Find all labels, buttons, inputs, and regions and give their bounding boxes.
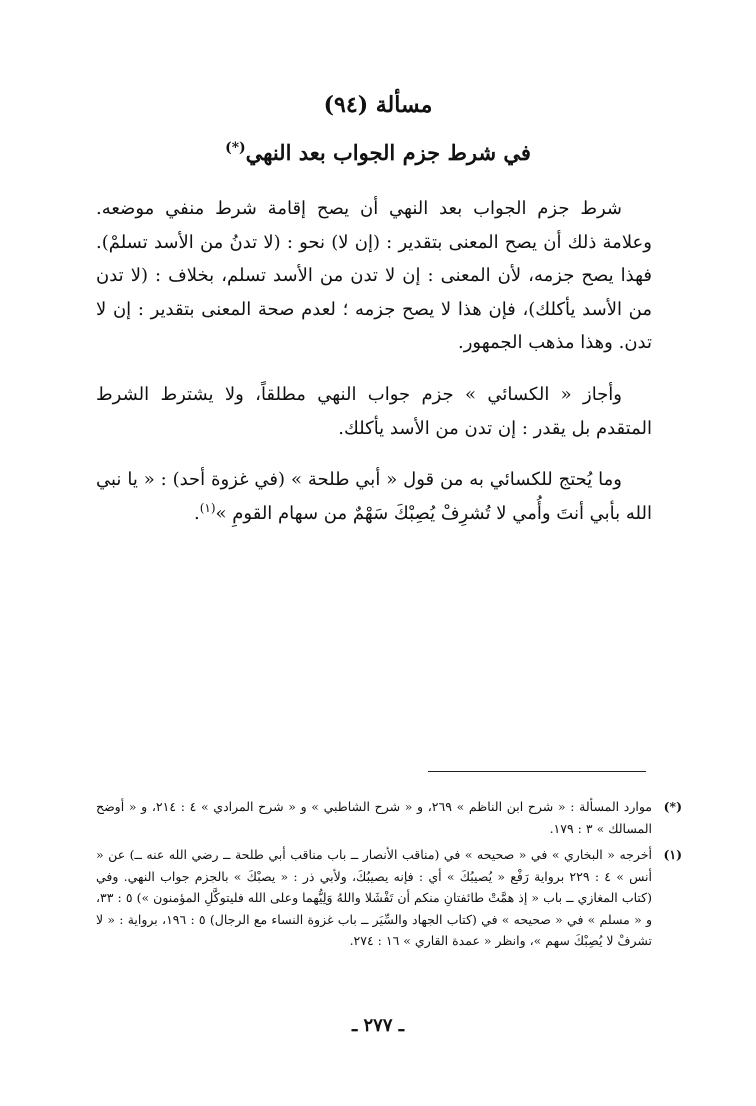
paragraph-2: وأجاز « الكسائي » جزم جواب النهي مطلقاً، ولا يشترط الشرط المتقدم بل يقدر : إن تدن من الأسد يأكلك. — [96, 384, 652, 439]
paragraph-3-text: وما يُحتج للكسائي به من قول « أبي طلحة » (في غزوة أحد) : « يا نبي الله بأبي أنتَ وأُمي لا تُشرِفْ يُصِبْكَ سَهْمٌ من سهام القومِ » — [96, 469, 652, 524]
section-subtitle — [0, 140, 756, 165]
paragraph-1: شرط جزم الجواب بعد النهي أن يصح إقامة شرط منفي موضعه. وعلامة ذلك أن يصح المعنى بتقدير : (إن لا) نحو : (لا تدنُ من الأسد تسلمْ). فهذا يصح جزمه، لأن المعنى : إن لا تدن من الأسد تسلم، بخلاف : (لا تدن من الأسد يأكلك)، فإن هذا لا يصح جزمه ؛ لعدم صحة المعنى بتقدير : إن لا تدن. وهذا مذهب الجمهور. — [96, 198, 652, 353]
page-title: مسألة (٩٤) — [323, 92, 433, 118]
footnote-1 — [96, 796, 682, 839]
paragraph-3: وما يُحتج للكسائي به من قول « أبي طلحة » (في غزوة أحد) : « يا نبي الله بأبي أنتَ وأُمي لا تُشرِفْ يُصِبْكَ سَهْمٌ من سهام القومِ »$^{(١)}$. — [96, 469, 652, 524]
subtitle-footnote-mark: (*) — [225, 140, 246, 156]
footnote-1-text: موارد المسألة : « شرح ابن الناظم » ٢٦٩، و « شرح الشاطبي » و « شرح المرادي » ٤ : ٢١٤، و « أوضح المسالك » ٣ : ١٧٩. — [96, 799, 652, 836]
footnote-2-mark: (١) — [663, 847, 682, 862]
subtitle-text: في شرط جزم الجواب بعد النهي — [245, 140, 531, 165]
page-number: ـ ٢٧٧ ـ — [351, 1015, 405, 1036]
footnote-2 — [96, 844, 682, 952]
footnote-separator — [428, 771, 646, 772]
footnote-1-mark: (*) — [663, 799, 682, 814]
paragraph-3-footnote-mark: (١) — [199, 500, 216, 515]
footnote-2-text: أخرجه « البخاري » في « صحيحه » في (مناقب الأنصار ــ باب مناقب أبي طلحة ــ رضي الله عنه ــ) عن « أنس » ٤ : ٢٢٩ برواية رَفْع « يُصيبُكَ » أي : فإنه يصيبُكَ، ولأبي ذر : « يصبْكَ » بالجزم جواب النهي. وفي (كتاب المغازي ــ باب « إذ همَّتْ طائفتانِ منكم أن تَفْشَلا واللهُ وَلِيُّهما وعلى الله فليتوكَّلِ المؤمنون ») ٥ : ٣٣، و « مسلم » في « صحيحه » في (كتاب الجهاد والسِّيَر ــ باب غزوة النساء مع الرجال) ٥ : ١٩٦، برواية : « لا تشرفْ لا يُصِبْكَ سهم »، وانظر « عمدة القاري » ١٦ : ٢٧٤. — [96, 847, 653, 948]
